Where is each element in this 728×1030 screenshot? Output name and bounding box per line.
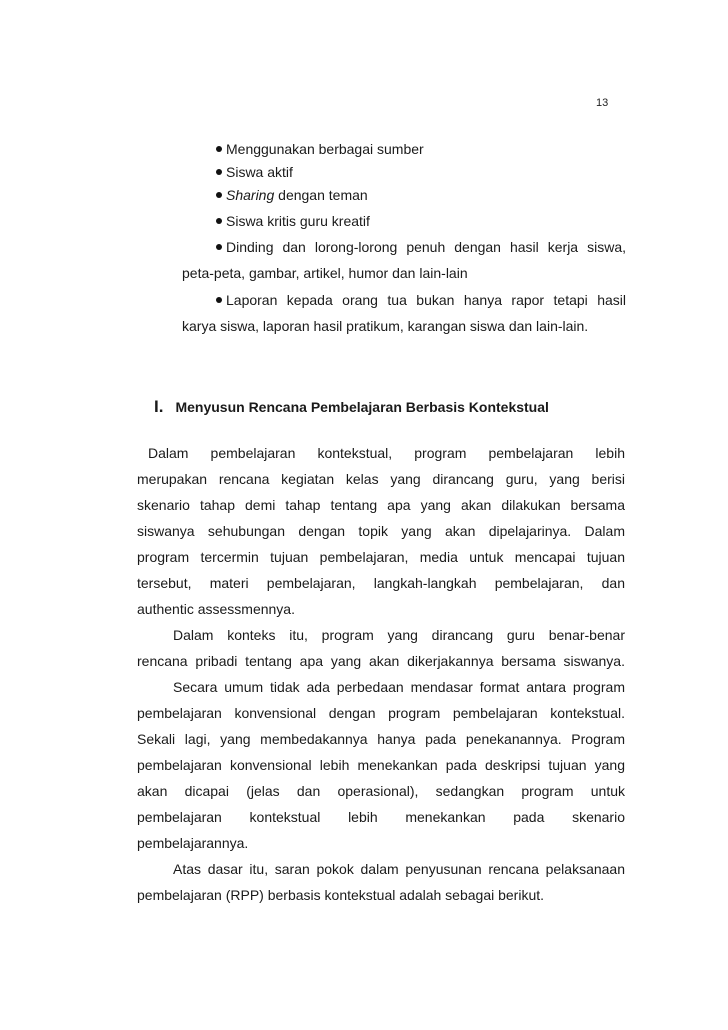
paragraph-line: pembelajaran konvensional dengan program pembelajaran kontekstual. (137, 705, 625, 721)
bullet-icon (216, 146, 222, 152)
paragraph-line: Atas dasar itu, saran pokok dalam penyusunan rencana pelaksanaan (173, 861, 625, 877)
section-letter: I. (154, 397, 164, 416)
paragraph-line: Secara umum tidak ada perbedaan mendasar format antara program (173, 679, 625, 695)
paragraph-1 (137, 440, 625, 622)
list-item-text: dengan teman (274, 187, 368, 203)
paragraph-line: skenario tahap demi tahap tentang apa yang akan dilakukan bersama (137, 497, 625, 513)
bullet-icon (216, 218, 222, 224)
section-title: Menyusun Rencana Pembelajaran Berbasis Kontekstual (175, 399, 549, 415)
paragraph-line: Dalam konteks itu, program yang dirancang guru benar-benar (173, 627, 625, 643)
list-item-text: Siswa aktif (226, 164, 293, 180)
paragraph-line: Dalam pembelajaran kontekstual, program pembelajaran lebih (148, 445, 625, 461)
list-item (216, 234, 626, 260)
list-item (216, 208, 626, 234)
list-item-continuation: karya siswa, laporan hasil pratikum, karangan siswa dan lain-lain. (182, 318, 589, 334)
paragraph-line: akan dicapai (jelas dan operasional), sedangkan program untuk (137, 783, 625, 799)
paragraph-line: pembelajaran (RPP) berbasis kontekstual adalah sebagai berikut. (137, 887, 545, 903)
paragraph-line: program tercermin tujuan pembelajaran, media untuk mencapai tujuan (137, 549, 625, 565)
bullet-icon (216, 192, 222, 198)
section-heading (154, 397, 549, 417)
paragraph-line: rencana pribadi tentang apa yang akan dikerjakannya bersama siswanya. (137, 653, 625, 669)
page-number: 13 (596, 97, 609, 109)
list-item-text: Menggunakan berbagai sumber (226, 141, 424, 157)
paragraph-line: authentic assessmennya. (137, 601, 295, 617)
list-item-continuation: peta-peta, gambar, artikel, humor dan lain-lain (182, 265, 468, 281)
bullet-icon (216, 169, 222, 175)
paragraph-line: pembelajaran kontekstual lebih menekankan pada skenario (137, 809, 625, 825)
paragraph-line: pembelajaran konvensional lebih menekankan pada deskripsi tujuan yang (137, 757, 625, 773)
list-item (216, 287, 626, 313)
bullet-icon (216, 297, 222, 303)
list-item-text: Laporan kepada orang tua bukan hanya rapor tetapi hasil (226, 292, 626, 308)
list-item (216, 182, 626, 208)
list-item-line (216, 287, 626, 313)
list-item-text: Dinding dan lorong-lorong penuh dengan hasil kerja siswa, (226, 239, 626, 255)
paragraph-3 (137, 674, 625, 856)
paragraph-4 (137, 856, 625, 908)
paragraph-line: siswanya sehubungan dengan topik yang akan dipelajarinya. Dalam (137, 523, 625, 539)
list-item-italic-text: Sharing (226, 187, 275, 203)
paragraph-2 (137, 622, 625, 674)
paragraph-line: Sekali lagi, yang membedakannya hanya pada penekanannya. Program (137, 731, 625, 747)
list-item-line (216, 234, 626, 260)
paragraph-line: merupakan rencana kegiatan kelas yang dirancang guru, yang berisi (137, 471, 625, 487)
paragraph-line: tersebut, materi pembelajaran, langkah-langkah pembelajaran, dan (137, 575, 625, 591)
list-item-text: Siswa kritis guru kreatif (226, 213, 370, 229)
paragraph-line: pembelajarannya. (137, 835, 249, 851)
bullet-icon (216, 244, 222, 250)
